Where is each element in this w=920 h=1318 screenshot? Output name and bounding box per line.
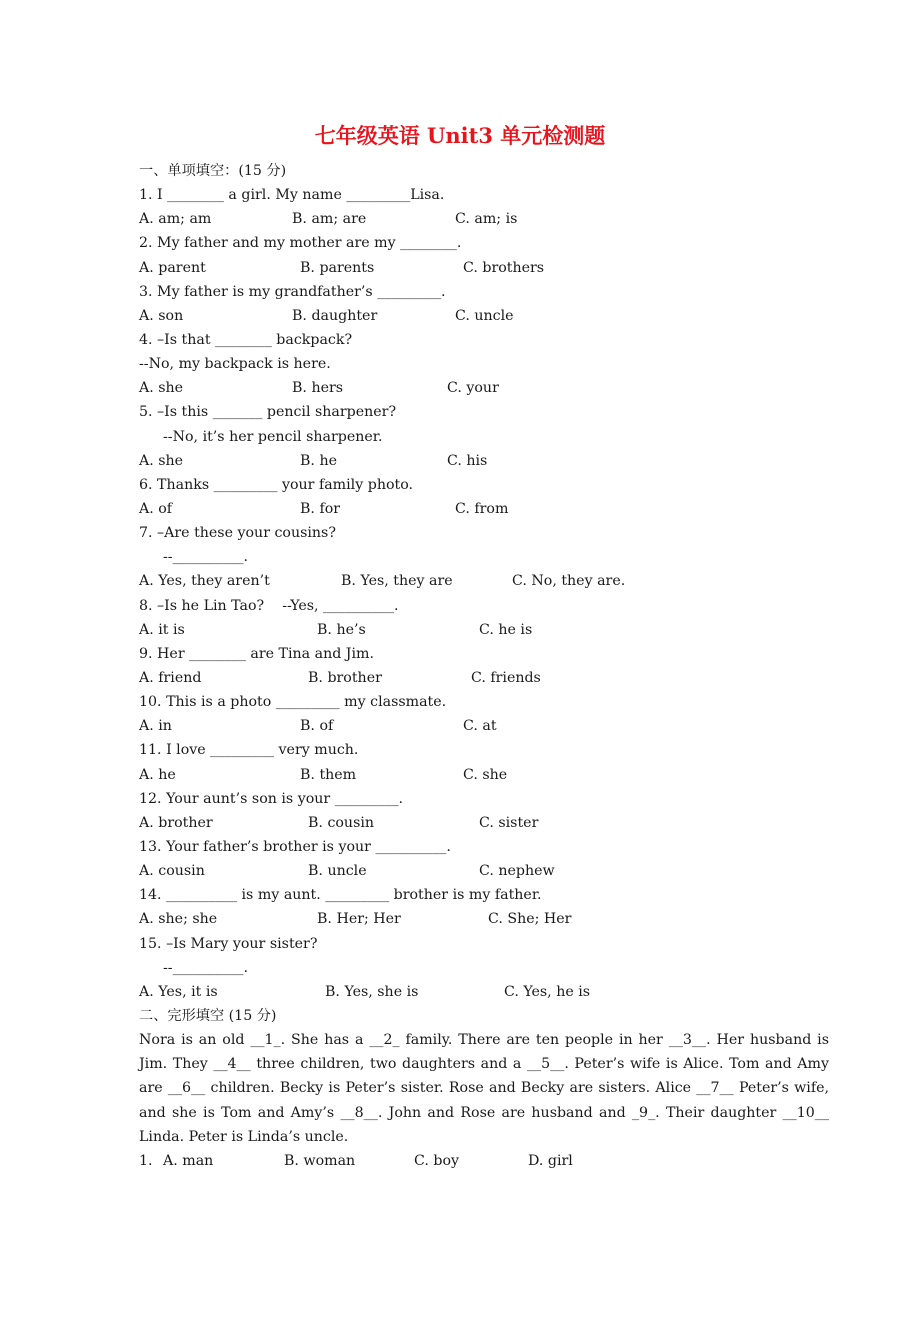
option-b: B. he’s xyxy=(317,621,366,638)
question-text: 10. This is a photo _________ my classmate. xyxy=(139,694,447,711)
option-a: A. of xyxy=(139,500,173,517)
question-response: --__________. xyxy=(163,959,249,976)
option-b: B. for xyxy=(300,500,341,517)
option-b: B. daughter xyxy=(292,307,378,324)
question-options xyxy=(139,376,829,400)
question-response: --No, my backpack is here. xyxy=(139,356,331,373)
question-text: 4. –Is that ________ backpack? xyxy=(139,331,353,348)
question-options xyxy=(139,497,829,521)
option-a: A. cousin xyxy=(139,863,205,880)
question-text: 3. My father is my grandfather’s _________. xyxy=(139,283,446,300)
option-a: A. she xyxy=(139,452,184,469)
question-options xyxy=(139,207,829,231)
option-b: B. them xyxy=(300,766,357,783)
question-text: 1. I ________ a girl. My name _________Lisa. xyxy=(139,187,445,204)
option-d: D. girl xyxy=(528,1152,573,1169)
question-text: 13. Your father’s brother is your __________. xyxy=(139,838,451,855)
question-text: 8. –Is he Lin Tao? --Yes, __________. xyxy=(139,597,399,614)
option-b: B. of xyxy=(300,718,334,735)
question-options xyxy=(139,980,829,1004)
option-c: C. from xyxy=(455,500,509,517)
option-b: B. hers xyxy=(292,380,344,397)
option-a: A. friend xyxy=(139,669,202,686)
question-options xyxy=(139,907,829,931)
option-a: A. man xyxy=(163,1152,214,1169)
question-text: 6. Thanks _________ your family photo. xyxy=(139,476,413,493)
question-text: 12. Your aunt’s son is your _________. xyxy=(139,790,404,807)
option-c: C. She; Her xyxy=(488,911,572,928)
option-c: C. No, they are. xyxy=(512,573,626,590)
question-options xyxy=(139,859,829,883)
option-a: A. son xyxy=(139,307,184,324)
question-options xyxy=(139,666,829,690)
question-text: 9. Her ________ are Tina and Jim. xyxy=(139,645,374,662)
option-a: A. parent xyxy=(139,259,206,276)
question-options xyxy=(139,714,829,738)
option-b: B. am; are xyxy=(292,211,367,228)
question-options xyxy=(139,569,829,593)
option-c: C. nephew xyxy=(479,863,555,880)
option-c: C. boy xyxy=(414,1152,460,1169)
page-title: 七年级英语 Unit3 单元检测题 xyxy=(314,123,606,148)
option-b: B. cousin xyxy=(308,814,375,831)
question-response: --No, it’s her pencil sharpener. xyxy=(163,428,383,445)
question-text: 11. I love _________ very much. xyxy=(139,742,359,759)
question-response: --__________. xyxy=(163,549,249,566)
option-b: B. Her; Her xyxy=(317,911,401,928)
question-text: 5. –Is this _______ pencil sharpener? xyxy=(139,404,397,421)
option-b: B. parents xyxy=(300,259,375,276)
option-c: C. at xyxy=(463,718,497,735)
question-options xyxy=(139,763,829,787)
section-header: 一、单项填空：(15 分) xyxy=(139,163,287,179)
question-text: 2. My father and my mother are my ________. xyxy=(139,235,462,252)
cloze-passage: Nora is an old __1_. She has a __2_ family. There are ten people in her __3__. Her husband is Jim. They __4__ three children, two daughters and a __5__. Peter’s wife is Alice. Tom and Amy are __6__ children. Becky is Peter’s sister. Rose and Becky are sisters. Alice __7__ Peter’s wife, and she is Tom and Amy’s __8__. John and Rose are husband and _9_. Their daughter __10__ Linda. Peter is Linda’s uncle. xyxy=(139,1032,829,1145)
option-a: A. am; am xyxy=(139,211,212,228)
question-options xyxy=(139,618,829,642)
option-b: B. Yes, she is xyxy=(325,983,419,1000)
option-b: B. uncle xyxy=(308,863,367,880)
option-c: C. he is xyxy=(479,621,533,638)
question-options xyxy=(139,256,829,280)
option-c: C. uncle xyxy=(455,307,514,324)
question-options xyxy=(139,304,829,328)
document-body xyxy=(139,159,829,1173)
option-a: A. she; she xyxy=(139,911,218,928)
option-b: B. brother xyxy=(308,669,382,686)
question-text: 15. –Is Mary your sister? xyxy=(139,935,318,952)
question-options xyxy=(139,1149,829,1173)
question-text: 14. __________ is my aunt. _________ brother is my father. xyxy=(139,887,542,904)
option-a: A. it is xyxy=(139,621,185,638)
question-number: 1. xyxy=(139,1152,153,1169)
option-c: C. his xyxy=(447,452,488,469)
option-c: C. sister xyxy=(479,814,539,831)
section-header: 二、完形填空 (15 分) xyxy=(139,1007,277,1024)
option-c: C. your xyxy=(447,380,499,397)
option-a: A. she xyxy=(139,380,184,397)
question-text: 7. –Are these your cousins? xyxy=(139,525,336,542)
option-c: C. am; is xyxy=(455,211,518,228)
question-options xyxy=(139,449,829,473)
option-a: A. Yes, they aren’t xyxy=(139,573,270,590)
option-a: A. brother xyxy=(139,814,213,831)
option-b: B. woman xyxy=(284,1152,356,1169)
option-b: B. Yes, they are xyxy=(341,573,453,590)
question-options xyxy=(139,811,829,835)
option-a: A. Yes, it is xyxy=(139,983,218,1000)
option-c: C. she xyxy=(463,766,508,783)
option-a: A. in xyxy=(139,718,172,735)
option-b: B. he xyxy=(300,452,337,469)
option-c: C. brothers xyxy=(463,259,545,276)
option-a: A. he xyxy=(139,766,176,783)
option-c: C. friends xyxy=(471,669,541,686)
option-c: C. Yes, he is xyxy=(504,983,591,1000)
